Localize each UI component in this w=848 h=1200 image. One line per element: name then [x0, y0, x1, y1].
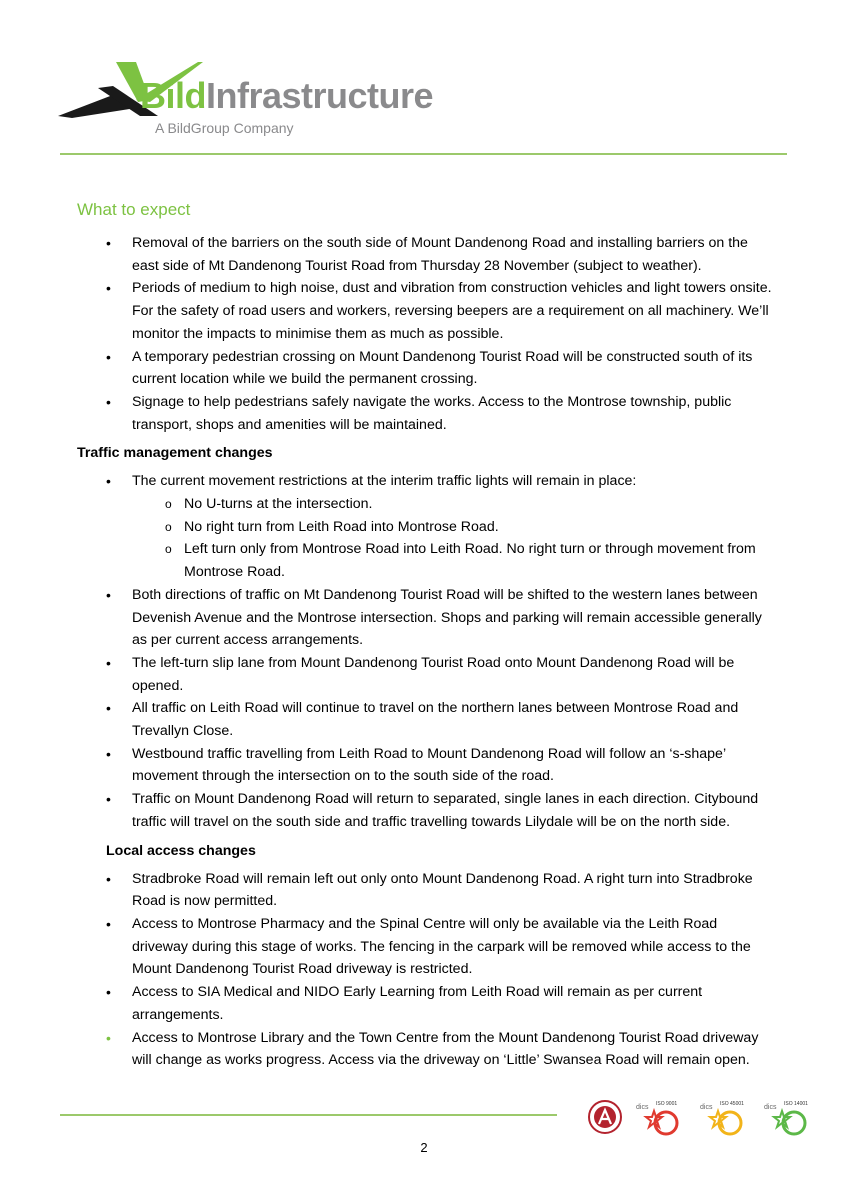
what-to-expect-list: [77, 232, 777, 436]
list-item: • Both directions of traffic on Mt Dandenong Tourist Road will be shifted to the western lanes between Devenish Avenue and the Montrose intersection. Shops and parking will remain accessible generally as per current access arrangements.: [132, 584, 777, 652]
list-item: • Access to Montrose Library and the Town Centre from the Mount Dandenong Tourist Road driveway will change as works progress. Access via the driveway on ‘Little’ Swansea Road will remain open.: [132, 1027, 777, 1072]
section-title-local-access: Local access changes: [106, 842, 256, 859]
svg-text:dics: dics: [636, 1104, 649, 1111]
section-title-what-to-expect: What to expect: [77, 200, 191, 219]
logo-tagline: A BildGroup Company: [155, 120, 294, 136]
list-item: • All traffic on Leith Road will continue to travel on the northern lanes between Montrose Road and Trevallyn Close.: [132, 697, 777, 742]
list-item: • A temporary pedestrian crossing on Mount Dandenong Tourist Road will be constructed south of its current location while we build the permanent crossing.: [132, 346, 777, 391]
list-item: • Traffic on Mount Dandenong Road will return to separated, single lanes in each direction. Citybound traffic will travel on the south side and traffic travelling towards Lilydale will be on the north side.: [132, 788, 777, 833]
list-item: • Westbound traffic travelling from Leith Road to Mount Dandenong Road will follow an ‘s-shape’ movement through the intersection on to the south side of the road.: [132, 743, 777, 788]
traffic-management-list: [77, 470, 777, 833]
list-item: • Access to Montrose Pharmacy and the Spinal Centre will only be available via the Leith Road driveway during this stage of works. The fencing in the carpark will be removed while access to the Mount Dandenong Tourist Road driveway is restricted.: [132, 913, 777, 981]
sub-list-item: o No right turn from Leith Road into Montrose Road.: [184, 516, 777, 539]
sub-list-item: o Left turn only from Montrose Road into Leith Road. No right turn or through movement from Montrose Road.: [184, 538, 777, 583]
accreditation-seal-icon: [588, 1100, 622, 1134]
list-item: • Signage to help pedestrians safely navigate the works. Access to the Montrose township, public transport, shops and amenities will be maintained.: [132, 391, 777, 436]
certification-badges: [588, 1097, 814, 1137]
list-item: • Periods of medium to high noise, dust and vibration from construction vehicles and light towers onsite. For the safety of road users and workers, reversing beepers are a requirement on all machinery. We’ll monitor the impacts to minimise them as much as possible.: [132, 277, 777, 345]
iso-14001-badge-icon: [764, 1097, 814, 1137]
iso-9001-badge-icon: [636, 1097, 686, 1137]
header-divider: [60, 153, 787, 155]
list-item: • Stradbroke Road will remain left out only onto Mount Dandenong Road. A right turn into Stradbroke Road is now permitted.: [132, 868, 777, 913]
list-item: [132, 470, 777, 584]
svg-text:dics: dics: [764, 1104, 777, 1111]
svg-text:ISO 9001: ISO 9001: [656, 1101, 678, 1107]
list-item: • Access to SIA Medical and NIDO Early Learning from Leith Road will remain as per current arrangements.: [132, 981, 777, 1026]
document-body: [77, 200, 777, 1072]
sub-list-item: o No U-turns at the intersection.: [184, 493, 777, 516]
iso-45001-badge-icon: [700, 1097, 750, 1137]
logo-wordmark: [140, 75, 434, 116]
svg-text:dics: dics: [700, 1104, 713, 1111]
section-title-traffic-management: Traffic management changes: [77, 445, 273, 462]
list-item-intro: The current movement restrictions at the interim traffic lights will remain in place:: [132, 473, 637, 490]
footer-divider: [60, 1114, 557, 1116]
page-number: 2: [420, 1140, 428, 1155]
local-access-list: [77, 868, 777, 1072]
restrictions-sublist: [132, 493, 777, 584]
list-item: • Removal of the barriers on the south side of Mount Dandenong Road and installing barriers on the east side of Mt Dandenong Tourist Road from Thursday 28 November (subject to weather).: [132, 232, 777, 277]
logo-infrastructure: Infrastructure: [206, 75, 434, 116]
svg-text:ISO 45001: ISO 45001: [720, 1101, 744, 1107]
svg-text:ISO 14001: ISO 14001: [784, 1101, 808, 1107]
list-item: • The left-turn slip lane from Mount Dandenong Tourist Road onto Mount Dandenong Road will be opened.: [132, 652, 777, 697]
logo-bild: Bild: [140, 75, 206, 116]
